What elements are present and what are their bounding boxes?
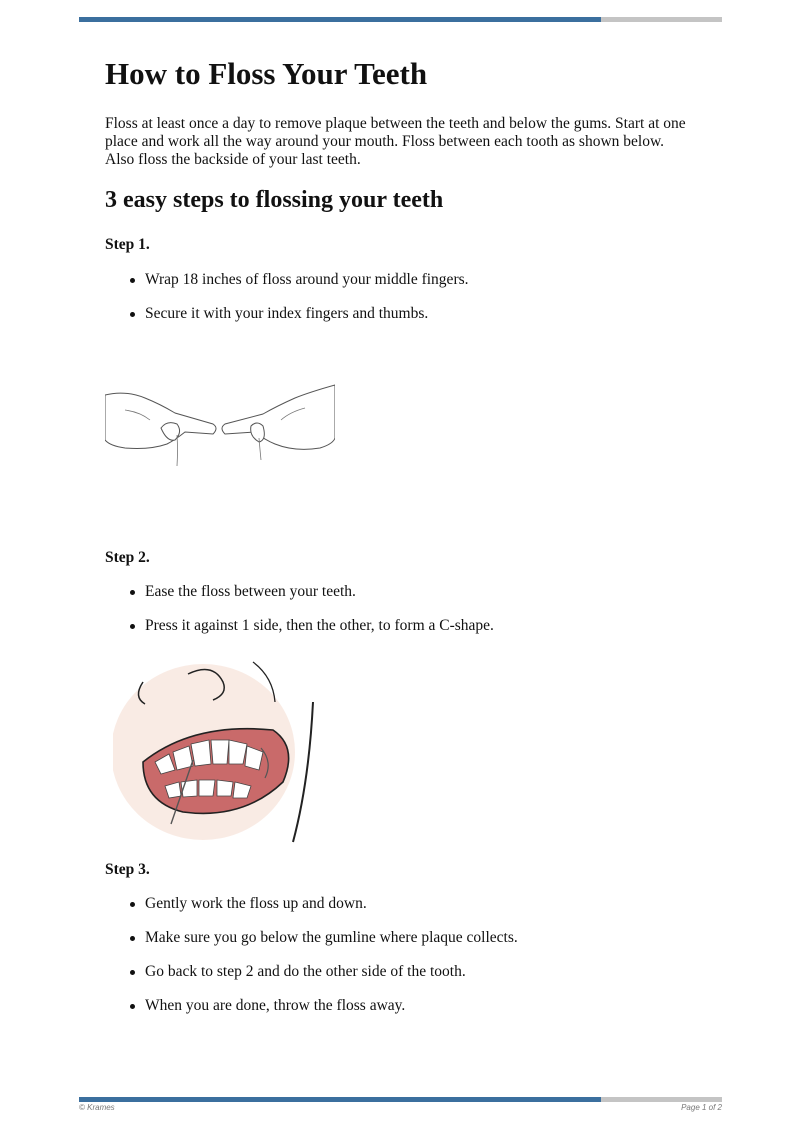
step-1-title: Step 1. [105,236,150,253]
list-item: Press it against 1 side, then the other, to form a C-shape. [105,617,494,651]
footer-copyright: © Krames [79,1103,115,1112]
tooth [217,780,233,796]
tooth [211,740,229,764]
intro-paragraph: Floss at least once a day to remove plaque between the teeth and below the gums. Start at one place and work all the way around your mouth. Floss between each tooth as shown below. Also floss the backside of your last teeth. [105,115,686,168]
step-3-list [105,895,518,1031]
jaw-line [293,702,313,842]
step-2-list [105,583,494,651]
list-item: Gently work the floss up and down. [105,895,518,929]
hands-holding-floss-illustration [105,380,335,470]
list-item: Secure it with your index fingers and thumbs. [105,305,469,339]
page-title: How to Floss Your Teeth [105,56,428,91]
section-heading: 3 easy steps to flossing your teeth [105,187,444,213]
list-item: Ease the floss between your teeth. [105,583,494,617]
step-1-list [105,271,469,339]
list-item: Make sure you go below the gumline where plaque collects. [105,929,518,963]
tooth [199,780,215,796]
header-progress-bar [79,17,722,22]
footer-page-number: Page 1 of 2 [681,1103,722,1112]
footer-progress-bar [79,1097,722,1102]
list-item: When you are done, throw the floss away. [105,997,518,1031]
footer-progress-fill [79,1097,601,1102]
header-progress-fill [79,17,601,22]
step-2-title: Step 2. [105,549,150,566]
right-thumb [251,423,265,442]
right-hand [222,385,335,449]
list-item: Go back to step 2 and do the other side of the tooth. [105,963,518,997]
list-item: Wrap 18 inches of floss around your middle fingers. [105,271,469,305]
step-3-title: Step 3. [105,861,150,878]
tooth [191,740,211,766]
left-hand [105,393,216,448]
floss-strand-left [177,435,178,466]
mouth-flossing-illustration [113,652,323,846]
